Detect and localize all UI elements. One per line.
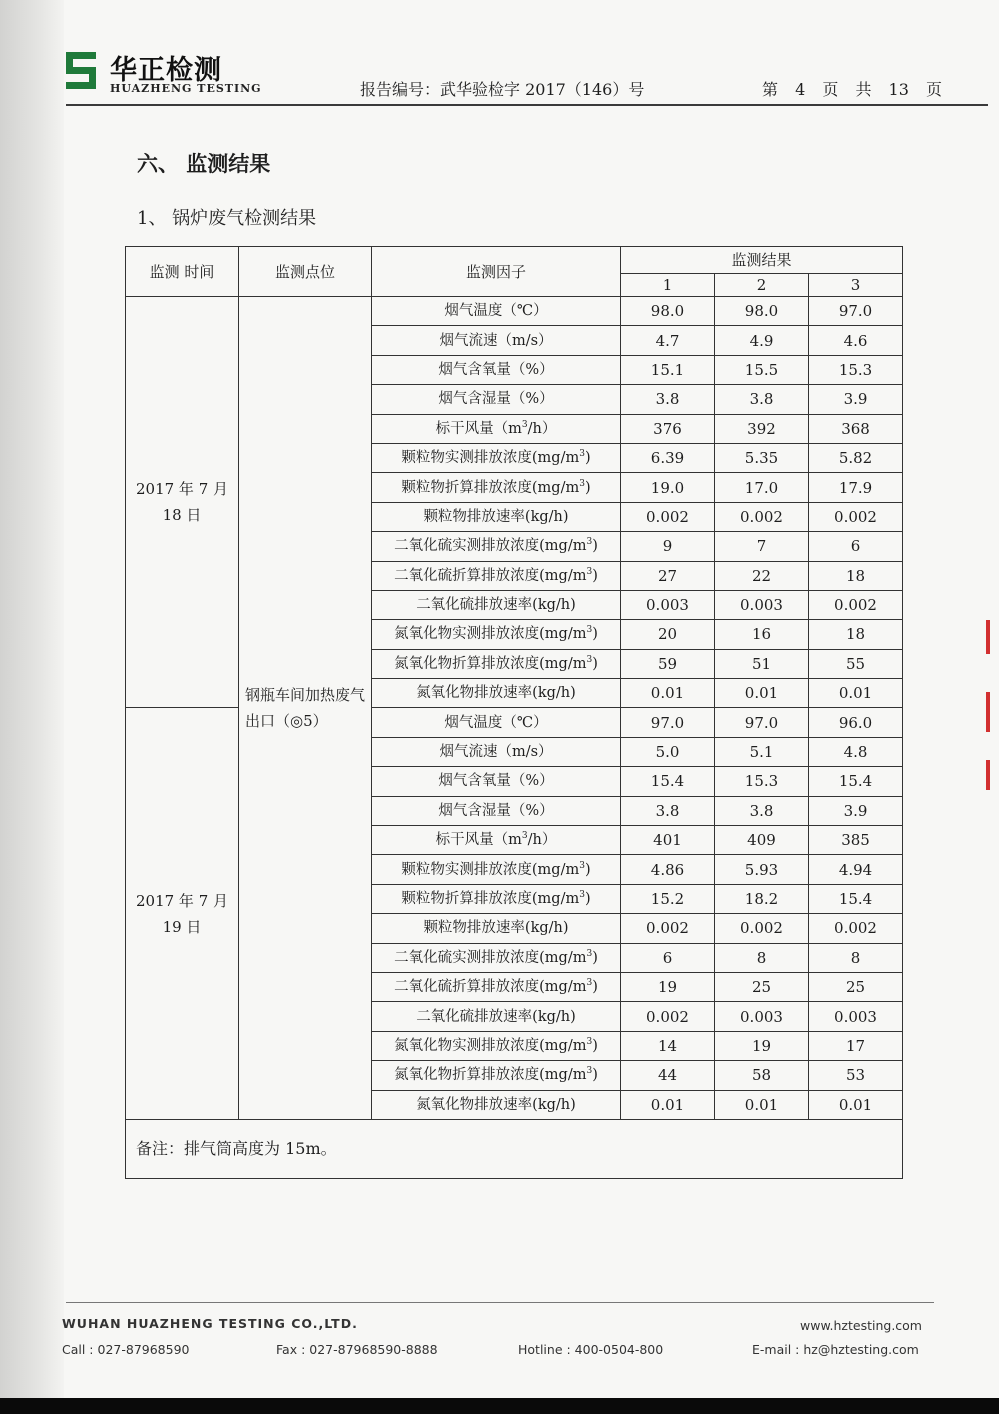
monitor-factor-cell: 二氧化硫排放速率(kg/h) [372,1002,621,1031]
result-value-cell: 5.1 [715,737,809,766]
result-value-cell: 0.002 [621,1002,715,1031]
result-value-cell: 0.002 [621,914,715,943]
monitor-factor-cell: 二氧化硫实测排放浓度$(mg/m^3)$ [372,532,621,561]
table-row [126,297,903,326]
result-value-cell: 4.8 [809,737,903,766]
result-value-cell: 0.003 [809,1002,903,1031]
company-logo [66,48,262,100]
monitor-factor-cell: 烟气含湿量（%） [372,385,621,414]
result-value-cell: 0.002 [715,914,809,943]
result-value-cell: 27 [621,561,715,590]
result-value-cell: 17.0 [715,473,809,502]
monitor-factor-cell: 氮氧化物折算排放浓度$(mg/m^3)$ [372,649,621,678]
header-run-2: 2 [715,274,809,297]
result-value-cell: 15.3 [809,355,903,384]
result-value-cell: 25 [809,972,903,1001]
result-value-cell: 401 [621,826,715,855]
scan-shadow-edge [0,0,64,1414]
result-value-cell: 22 [715,561,809,590]
monitor-date-cell: 2017 年 7 月 18 日 [126,297,239,708]
monitor-factor-cell: 颗粒物实测排放浓度$(mg/m^3)$ [372,855,621,884]
result-value-cell: 14 [621,1031,715,1060]
result-value-cell: 96.0 [809,708,903,737]
footer-fax: Fax : 027-87968590-8888 [276,1342,438,1357]
result-value-cell: 15.3 [715,767,809,796]
result-value-cell: 15.4 [809,884,903,913]
result-value-cell: 15.1 [621,355,715,384]
report-number: 报告编号：武华验检字 2017（146）号 [360,80,645,99]
header-run-1: 1 [621,274,715,297]
result-value-cell: 0.003 [715,590,809,619]
monitor-factor-cell: 氮氧化物实测排放浓度$(mg/m^3)$ [372,620,621,649]
result-value-cell: 3.8 [621,385,715,414]
red-seal-edge [984,620,992,810]
result-value-cell: 0.002 [809,502,903,531]
monitor-factor-cell: 氮氧化物排放速率(kg/h) [372,1090,621,1119]
result-value-cell: 15.4 [809,767,903,796]
result-value-cell: 0.01 [621,679,715,708]
monitor-factor-cell: 烟气含氧量（%） [372,767,621,796]
monitor-factor-cell: 二氧化硫实测排放浓度$(mg/m^3)$ [372,943,621,972]
result-value-cell: 5.0 [621,737,715,766]
header-monitor-time: 监测 时间 [126,247,239,297]
result-value-cell: 5.93 [715,855,809,884]
result-value-cell: 6 [621,943,715,972]
header-divider [66,104,988,106]
result-value-cell: 0.002 [715,502,809,531]
monitor-factor-cell: 二氧化硫排放速率(kg/h) [372,590,621,619]
monitor-factor-cell: 烟气含湿量（%） [372,796,621,825]
monitor-factor-cell: 烟气温度（℃） [372,708,621,737]
result-value-cell: 16 [715,620,809,649]
monitor-factor-cell: 氮氧化物实测排放浓度$(mg/m^3)$ [372,1031,621,1060]
result-value-cell: 0.01 [715,679,809,708]
monitor-factor-cell: 颗粒物排放速率(kg/h) [372,914,621,943]
result-value-cell: 6.39 [621,443,715,472]
result-value-cell: 55 [809,649,903,678]
result-value-cell: 97.0 [715,708,809,737]
monitor-factor-cell: 烟气温度（℃） [372,297,621,326]
footer-divider [66,1302,934,1303]
result-value-cell: 4.86 [621,855,715,884]
note-row [126,1119,903,1178]
result-value-cell: 0.01 [621,1090,715,1119]
logo-chinese-name: 华正检测 [110,55,222,86]
footer-phone: Call : 027-87968590 [62,1342,190,1357]
header-monitor-factor: 监测因子 [372,247,621,297]
result-value-cell: 3.8 [715,385,809,414]
result-value-cell: 385 [809,826,903,855]
monitor-factor-cell: 二氧化硫折算排放浓度$(mg/m^3)$ [372,972,621,1001]
result-value-cell: 3.8 [621,796,715,825]
result-value-cell: 98.0 [621,297,715,326]
header-run-3: 3 [809,274,903,297]
result-value-cell: 53 [809,1061,903,1090]
result-value-cell: 392 [715,414,809,443]
result-value-cell: 17.9 [809,473,903,502]
result-value-cell: 15.4 [621,767,715,796]
result-value-cell: 4.94 [809,855,903,884]
result-value-cell: 97.0 [809,297,903,326]
result-value-cell: 376 [621,414,715,443]
result-value-cell: 3.9 [809,385,903,414]
result-value-cell: 0.002 [809,590,903,619]
monitor-factor-cell: 颗粒物排放速率(kg/h) [372,502,621,531]
footer-company: WUHAN HUAZHENG TESTING CO.,LTD. [62,1316,358,1331]
section-title: 六、 监测结果 [137,152,271,176]
monitor-factor-cell: 氮氧化物折算排放浓度$(mg/m^3)$ [372,1061,621,1090]
monitor-point-cell: 钢瓶车间加热废气出口（◎5） [239,297,372,1120]
table-note: 备注：排气筒高度为 15m。 [126,1119,903,1178]
table-header-row [126,247,903,274]
monitor-factor-cell: 烟气流速（m/s） [372,737,621,766]
result-value-cell: 97.0 [621,708,715,737]
result-value-cell: 6 [809,532,903,561]
monitor-factor-cell: 二氧化硫折算排放浓度$(mg/m^3)$ [372,561,621,590]
result-value-cell: 4.7 [621,326,715,355]
header-monitor-result: 监测结果 [621,247,903,274]
result-value-cell: 58 [715,1061,809,1090]
result-value-cell: 0.003 [715,1002,809,1031]
monitor-factor-cell: 颗粒物实测排放浓度$(mg/m^3)$ [372,443,621,472]
result-value-cell: 18 [809,561,903,590]
huazheng-logo-icon [66,50,100,92]
monitor-factor-cell: 氮氧化物排放速率(kg/h) [372,679,621,708]
result-value-cell: 19 [621,972,715,1001]
result-value-cell: 20 [621,620,715,649]
footer-hotline: Hotline : 400-0504-800 [518,1342,664,1357]
result-value-cell: 19 [715,1031,809,1060]
result-value-cell: 17 [809,1031,903,1060]
result-value-cell: 4.9 [715,326,809,355]
result-value-cell: 0.01 [809,679,903,708]
result-value-cell: 44 [621,1061,715,1090]
result-value-cell: 15.2 [621,884,715,913]
monitor-factor-cell: 标干风量$(m^3/h)$ [372,414,621,443]
boiler-exhaust-results-table [125,246,903,1179]
result-value-cell: 19.0 [621,473,715,502]
section-subtitle: 1、 锅炉废气检测结果 [137,208,317,229]
monitor-factor-cell: 颗粒物折算排放浓度$(mg/m^3)$ [372,884,621,913]
result-value-cell: 4.6 [809,326,903,355]
result-value-cell: 368 [809,414,903,443]
result-value-cell: 9 [621,532,715,561]
result-value-cell: 3.9 [809,796,903,825]
result-value-cell: 3.8 [715,796,809,825]
monitor-factor-cell: 烟气含氧量（%） [372,355,621,384]
result-value-cell: 8 [809,943,903,972]
result-value-cell: 25 [715,972,809,1001]
result-value-cell: 0.01 [809,1090,903,1119]
result-value-cell: 0.003 [621,590,715,619]
monitor-date-cell: 2017 年 7 月 19 日 [126,708,239,1119]
result-value-cell: 59 [621,649,715,678]
header-monitor-point: 监测点位 [239,247,372,297]
result-value-cell: 51 [715,649,809,678]
result-value-cell: 5.82 [809,443,903,472]
result-value-cell: 0.01 [715,1090,809,1119]
result-value-cell: 18.2 [715,884,809,913]
logo-english-name: HUAZHENG TESTING [110,82,262,95]
footer-website: www.hztesting.com [800,1318,922,1333]
footer-email: E-mail : hz@hztesting.com [752,1342,919,1357]
page-number: 第 4 页 共 13 页 [762,80,942,99]
monitor-factor-cell: 烟气流速（m/s） [372,326,621,355]
result-value-cell: 18 [809,620,903,649]
result-value-cell: 0.002 [621,502,715,531]
result-value-cell: 98.0 [715,297,809,326]
result-value-cell: 8 [715,943,809,972]
monitor-factor-cell: 标干风量$(m^3/h)$ [372,826,621,855]
result-value-cell: 15.5 [715,355,809,384]
monitor-factor-cell: 颗粒物折算排放浓度$(mg/m^3)$ [372,473,621,502]
result-value-cell: 5.35 [715,443,809,472]
result-value-cell: 0.002 [809,914,903,943]
result-value-cell: 409 [715,826,809,855]
scan-bottom-edge [0,1398,999,1414]
result-value-cell: 7 [715,532,809,561]
